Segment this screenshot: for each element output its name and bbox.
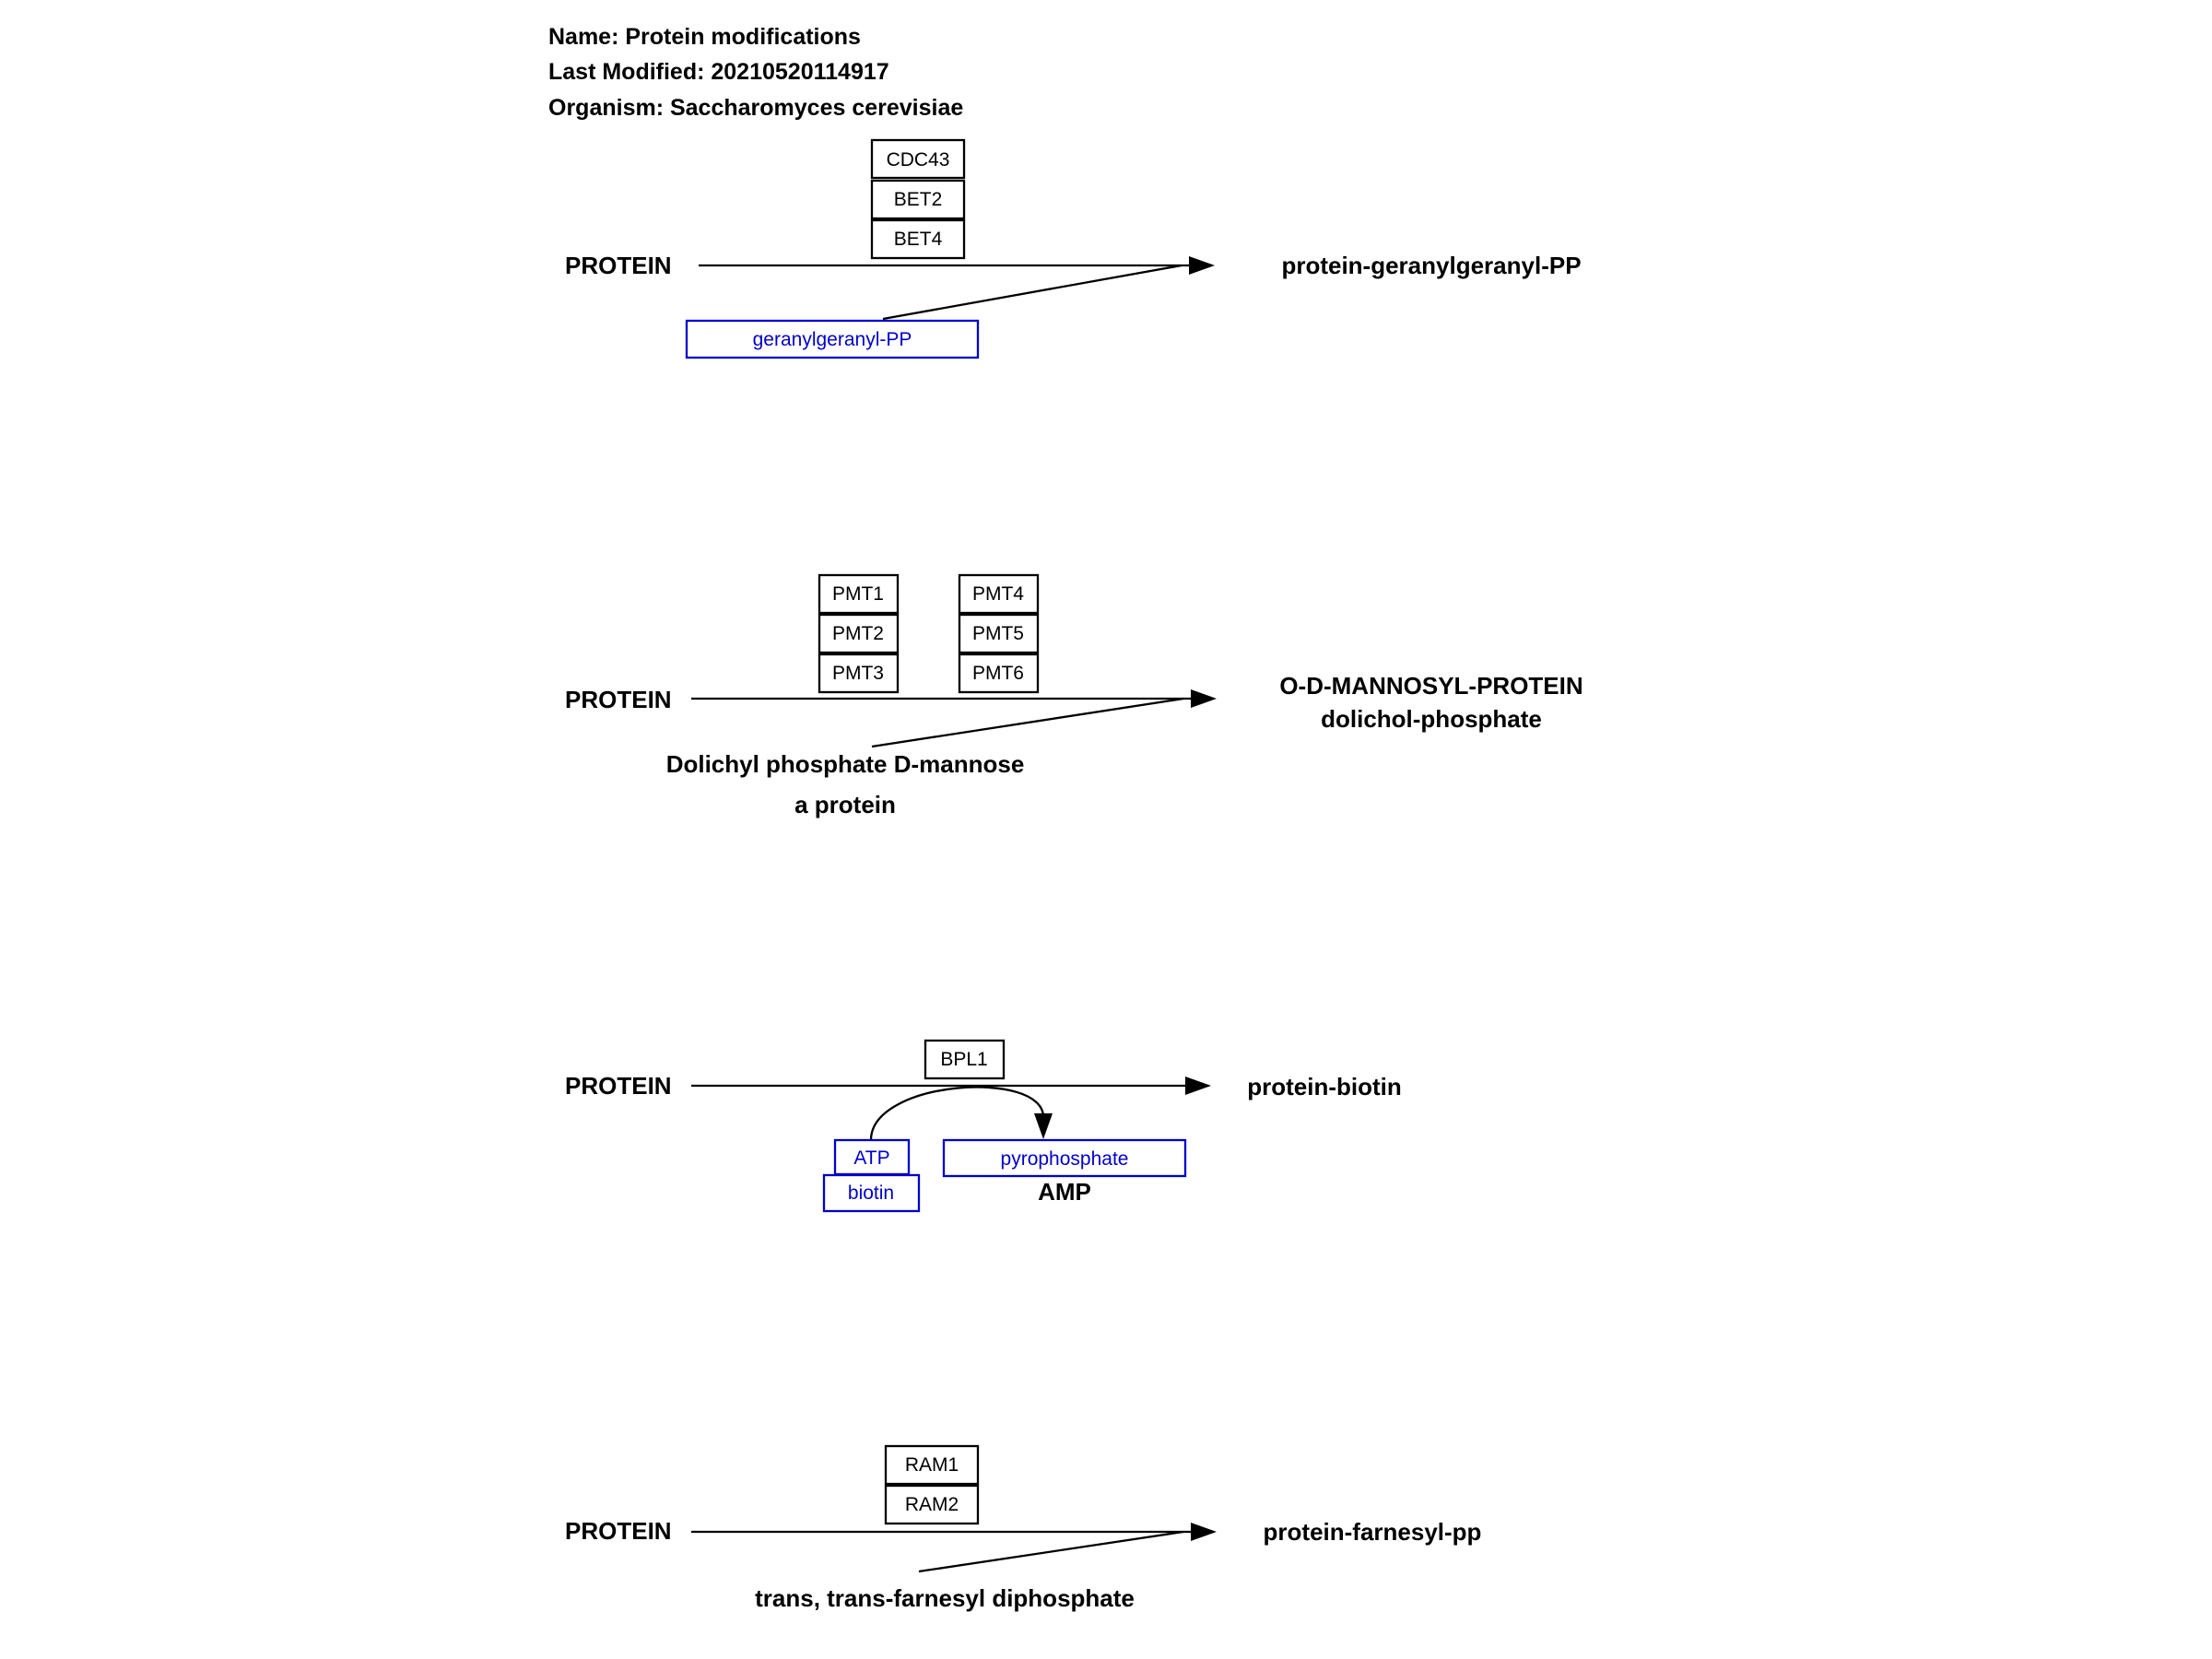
enzyme-label: PMT2 [831, 623, 885, 644]
enzyme-label: RAM1 [904, 1454, 959, 1476]
enzyme-box[interactable] [819, 575, 898, 613]
metabolite-link[interactable] [944, 1140, 1185, 1176]
metabolite-link-label: biotin [847, 1182, 895, 1204]
product-label: dolichol-phosphate [1321, 705, 1542, 733]
cosubstrate-label: a protein [794, 791, 896, 818]
enzyme-box[interactable] [872, 181, 964, 218]
cosubstrate-label: Dolichyl phosphate D-mannose [665, 750, 1025, 778]
metabolite-link-label: geranylgeranyl-PP [752, 329, 912, 350]
enzyme-label: BPL1 [940, 1049, 988, 1070]
organism: Organism: Saccharomyces cerevisiae [548, 95, 964, 121]
metabolite-link-label: ATP [853, 1147, 890, 1169]
product-label: O-D-MANNOSYL-PROTEIN [1279, 672, 1583, 700]
enzyme-box[interactable] [819, 654, 898, 692]
enzyme-box[interactable] [872, 220, 964, 258]
enzyme-label: CDC43 [886, 149, 950, 171]
cosubstrate-connector [919, 1532, 1183, 1571]
enzyme-label: PMT4 [971, 583, 1025, 605]
enzyme-box[interactable] [886, 1446, 978, 1484]
cosubstrate-connector [883, 265, 1182, 319]
arrowhead-icon [1034, 1113, 1053, 1139]
enzyme-box[interactable] [959, 575, 1038, 613]
enzyme-label: PMT1 [831, 583, 885, 605]
enzyme-box[interactable] [886, 1486, 978, 1524]
arrowhead-icon [1191, 1523, 1217, 1541]
cosubstrate-label: trans, trans-farnesyl diphosphate [755, 1584, 1135, 1612]
enzyme-box[interactable] [819, 615, 898, 653]
enzyme-label: PMT6 [971, 663, 1025, 684]
substrate-label: PROTEIN [565, 1517, 672, 1545]
metabolite-link[interactable] [824, 1175, 919, 1211]
enzyme-label: BET4 [893, 229, 943, 250]
product-label: protein-biotin [1247, 1073, 1402, 1100]
enzyme-label: PMT3 [831, 663, 885, 684]
last-modified: Last Modified: 20210520114917 [548, 59, 889, 85]
enzyme-box[interactable] [925, 1041, 1004, 1078]
arrowhead-icon [1185, 1077, 1211, 1095]
enzyme-box[interactable] [872, 140, 964, 178]
substrate-label: PROTEIN [565, 686, 672, 713]
coproduct-label: AMP [1038, 1178, 1091, 1206]
product-label: protein-geranylgeranyl-PP [1281, 252, 1582, 279]
metabolite-link[interactable] [687, 321, 978, 358]
diagram-header [548, 24, 963, 121]
enzyme-box[interactable] [959, 654, 1038, 692]
substrate-label: PROTEIN [565, 252, 672, 279]
reaction-geranylgeranylation [565, 140, 1582, 358]
enzyme-label: PMT5 [971, 623, 1025, 644]
enzyme-box[interactable] [959, 615, 1038, 653]
metabolite-link[interactable] [835, 1140, 909, 1174]
product-label: protein-farnesyl-pp [1263, 1518, 1482, 1546]
enzyme-label: BET2 [893, 189, 943, 210]
substrate-label: PROTEIN [565, 1072, 672, 1100]
reaction-biotinylation [565, 1041, 1402, 1211]
cosubstrate-connector [872, 699, 1183, 747]
enzyme-label: RAM2 [904, 1494, 959, 1515]
reaction-farnesylation [565, 1446, 1481, 1612]
metabolite-link-label: pyrophosphate [1000, 1148, 1129, 1170]
arrowhead-icon [1189, 256, 1215, 275]
arrowhead-icon [1191, 689, 1217, 708]
pathway-name: Name: Protein modifications [548, 24, 861, 50]
reaction-mannosylation [565, 575, 1583, 818]
side-reaction-curve [871, 1088, 1043, 1140]
